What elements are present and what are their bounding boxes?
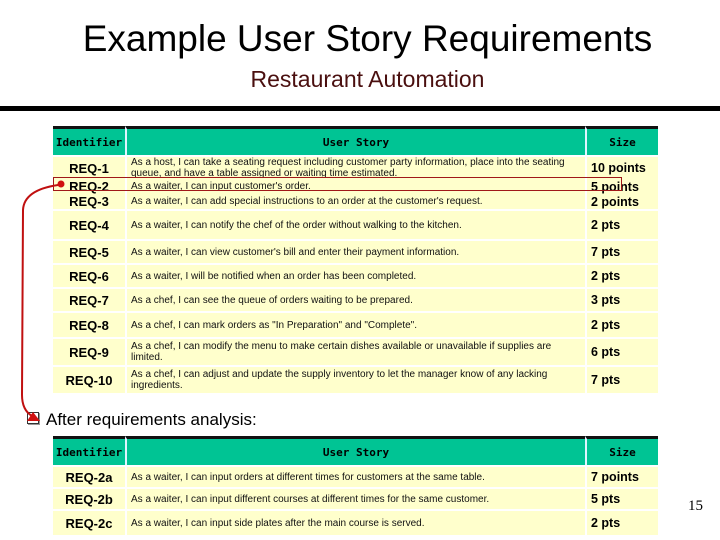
user-story-text: As a waiter, I can notify the chef of the order without walking to the kitchen. xyxy=(125,209,585,239)
story-size: 7 pts xyxy=(585,239,658,263)
requirement-id: REQ-4 xyxy=(53,209,125,239)
requirement-id: REQ-7 xyxy=(53,287,125,311)
page-number: 15 xyxy=(688,498,703,514)
requirement-id: REQ-5 xyxy=(53,239,125,263)
story-size: 2 pts xyxy=(585,263,658,287)
user-story-text: As a waiter, I can input side plates after the main course is served. xyxy=(125,509,585,535)
story-size: 6 pts xyxy=(585,337,658,365)
requirement-id: REQ-8 xyxy=(53,311,125,337)
story-size: 2 pts xyxy=(585,509,658,535)
user-story-text: As a chef, I can adjust and update the supply inventory to let the manager know of any lacking ingredients. xyxy=(125,365,585,393)
requirement-id: REQ-1 xyxy=(53,155,125,179)
story-size: 2 pts xyxy=(585,209,658,239)
story-size: 2 points xyxy=(585,194,658,209)
user-story-text: As a waiter, I can input orders at different times for customers at the same table. xyxy=(125,465,585,487)
story-size: 5 pts xyxy=(585,487,658,509)
column-header-user-story: User Story xyxy=(125,436,585,465)
requirement-id: REQ-2c xyxy=(53,509,125,535)
user-story-text: As a waiter, I can add special instructions to an order at the customer's request. xyxy=(125,194,585,209)
requirement-id: REQ-6 xyxy=(53,263,125,287)
bullet-label: After requirements analysis: xyxy=(46,410,257,429)
story-size: 5 points xyxy=(585,179,658,194)
requirement-id: REQ-2 xyxy=(53,179,125,194)
story-size: 7 pts xyxy=(585,365,658,393)
column-header-size: Size xyxy=(585,126,658,155)
slide-subtitle: Restaurant Automation xyxy=(250,66,485,92)
requirement-id: REQ-2b xyxy=(53,487,125,509)
requirement-id: REQ-10 xyxy=(53,365,125,393)
user-story-text: As a host, I can take a seating request including customer party information, place into the seating queue, and have a table assigned or waiting time estimated. xyxy=(125,155,585,179)
column-header-identifier: Identifier xyxy=(53,436,125,465)
story-size: 2 pts xyxy=(585,311,658,337)
user-story-text: As a waiter, I will be notified when an order has been completed. xyxy=(125,263,585,287)
column-header-identifier: Identifier xyxy=(53,126,125,155)
slide-title: Example User Story Requirements xyxy=(82,18,653,59)
requirement-id: REQ-3 xyxy=(53,194,125,209)
story-size: 10 points xyxy=(585,155,658,179)
user-story-text: As a chef, I can mark orders as "In Preparation" and "Complete". xyxy=(125,311,585,337)
user-story-text: As a waiter, I can input different courses at different times for the same customer. xyxy=(125,487,585,509)
user-story-text: As a chef, I can modify the menu to make certain dishes available or unavailable if supplies are limited. xyxy=(125,337,585,365)
user-story-text: As a chef, I can see the queue of orders waiting to be prepared. xyxy=(125,287,585,311)
column-header-size: Size xyxy=(585,436,658,465)
user-story-text: As a waiter, I can input customer's order. xyxy=(125,179,585,194)
requirement-id: REQ-9 xyxy=(53,337,125,365)
requirement-id: REQ-2a xyxy=(53,465,125,487)
user-story-text: As a waiter, I can view customer's bill and enter their payment information. xyxy=(125,239,585,263)
story-size: 7 points xyxy=(585,465,658,487)
story-size: 3 pts xyxy=(585,287,658,311)
column-header-user-story: User Story xyxy=(125,126,585,155)
